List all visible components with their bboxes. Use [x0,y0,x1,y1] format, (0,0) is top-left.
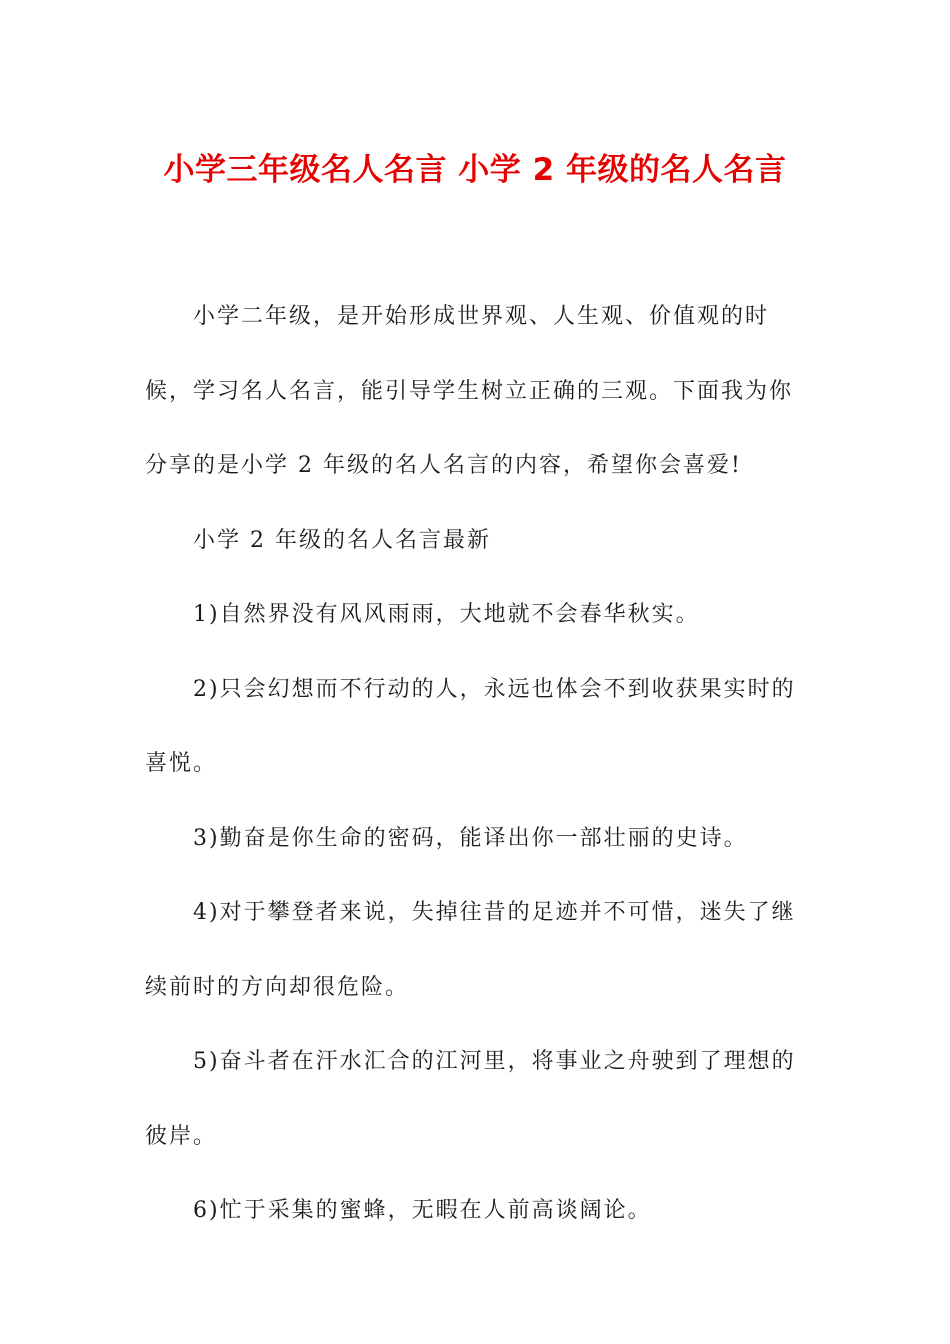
quote-item-6: 6)忙于采集的蜜蜂，无暇在人前高谈阔论。 [193,1198,652,1223]
quote-item-2: 2)只会幻想而不行动的人，永远也体会不到收获果实时的喜悦。 [145,676,796,776]
document-body [145,280,805,1249]
section-heading: 小学 2 年级的名人名言最新 [193,527,491,553]
quote-item-1: 1)自然界没有风风雨雨，大地就不会春华秋实。 [193,602,700,627]
quote-item-4: 4)对于攀登者来说，失掉往昔的足迹并不可惜，迷失了继续前时的方向却很危险。 [145,900,796,1000]
quote-item-5: 5)奋斗者在汗水汇合的江河里，将事业之舟驶到了理想的彼岸。 [145,1049,796,1149]
intro-paragraph: 小学二年级，是开始形成世界观、人生观、价值观的时候，学习名人名言，能引导学生树立正确的三观。下面我为你分享的是小学 2 年级的名人名言的内容，希望你会喜爱! [145,304,794,478]
quote-item-3: 3)勤奋是你生命的密码，能译出你一部壮丽的史诗。 [193,825,748,851]
document-title: 小学三年级名人名言 小学 2 年级的名人名言 [163,152,787,188]
